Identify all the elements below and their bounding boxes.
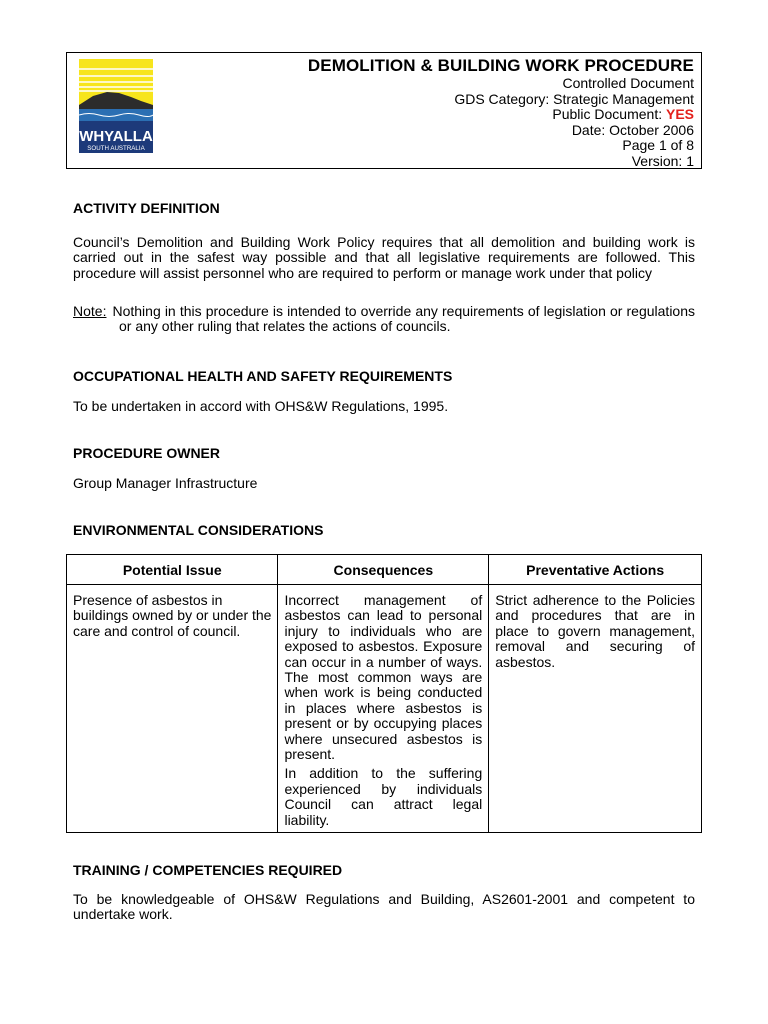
consequence-paragraph: Incorrect management of asbestos can lead to personal injury to individuals who are exposed to asbestos. Exposure can occur in a number of ways. The most common ways are when work is being conducted in places where asbestos is present or by occupying places where unsecured asbestos is present. <box>284 592 483 763</box>
public-document-label: Public Document: <box>552 106 666 123</box>
note-text: Nothing in this procedure is intended to override any requirements of legislation or regulations or any other ruling that relates the actions of councils. <box>112 303 695 335</box>
public-document-value: YES <box>665 106 694 123</box>
table-row <box>67 585 702 833</box>
cell-consequences <box>278 585 489 833</box>
header-meta <box>308 56 694 170</box>
note-paragraph <box>73 304 695 335</box>
document-header <box>66 52 702 169</box>
document-date: Date: October 2006 <box>571 121 694 138</box>
ohs-text: To be undertaken in accord with OHS&W Regulations, 1995. <box>73 398 449 414</box>
column-header-preventative-actions: Preventative Actions <box>489 555 702 585</box>
cell-potential-issue: Presence of asbestos in buildings owned by or under the care and control of council. <box>67 585 278 833</box>
whyalla-logo <box>79 59 153 153</box>
environmental-heading: ENVIRONMENTAL CONSIDERATIONS <box>73 522 324 538</box>
ohs-heading: OCCUPATIONAL HEALTH AND SAFETY REQUIREMENTS <box>73 368 453 384</box>
consequence-paragraph: In addition to the suffering experienced by individuals Council can attract legal liability. <box>284 765 483 828</box>
table-header-row <box>67 555 702 585</box>
logo-subtitle: SOUTH AUSTRALIA <box>87 145 145 152</box>
controlled-document: Controlled Document <box>562 75 694 91</box>
public-document <box>308 107 694 123</box>
gds-category: GDS Category: Strategic Management <box>454 90 694 107</box>
training-heading: TRAINING / COMPETENCIES REQUIRED <box>73 862 343 878</box>
environmental-table <box>66 554 702 833</box>
column-header-consequences: Consequences <box>278 555 489 585</box>
page-number: Page 1 of 8 <box>622 137 694 154</box>
column-header-potential-issue: Potential Issue <box>67 555 278 585</box>
document-version: Version: 1 <box>631 152 694 169</box>
cell-preventative-actions: Strict adherence to the Policies and procedures that are in place to govern management, removal and securing of asbestos. <box>489 585 702 833</box>
note-label: Note: <box>73 303 107 319</box>
document-title: DEMOLITION & BUILDING WORK PROCEDURE <box>307 56 694 75</box>
logo-sea <box>79 109 153 121</box>
activity-definition-heading: ACTIVITY DEFINITION <box>73 200 220 216</box>
training-text: To be knowledgeable of OHS&W Regulations and Building, AS2601-2001 and competent to undertake work. <box>73 891 695 923</box>
procedure-owner-heading: PROCEDURE OWNER <box>73 445 221 461</box>
logo-name: WHYALLA <box>79 128 153 145</box>
procedure-owner-text: Group Manager Infrastructure <box>73 475 258 491</box>
activity-definition-text: Council’s Demolition and Building Work Policy requires that all demolition and building work is carried out in the safest way possible and that all legislative requirements are followed. This procedure will assist personnel who are required to perform or manage work under that policy <box>73 234 695 281</box>
